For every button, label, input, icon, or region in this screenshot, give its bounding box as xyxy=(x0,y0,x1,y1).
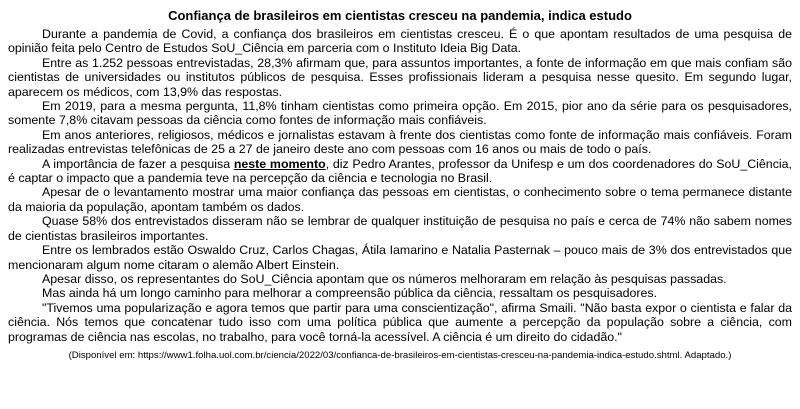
paragraph-2: Entre as 1.252 pessoas entrevistadas, 28,3% afirmam que, para assuntos importantes, a fonte de informação em que mais confiam são cientistas de universidades ou institutos públicos de pesquisa. Esses profissionais lideram a pesquisa nesse quesito. Em segundo lugar, aparecem os médicos, com 13,9% das respostas. xyxy=(8,55,792,99)
paragraph-5 xyxy=(8,157,792,186)
paragraph-11: "Tivemos uma popularização e agora temos que partir para uma conscientização", afirma Smaili. "Não basta expor o cientista e falar da ciência. Nós temos que concatenar tudo isso com uma política pública que aumente a percepção da população sobre a ciência, com programas de ciência nas escolas, no trabalho, para você torná-la acessível. A ciência é um direito do cidadão." xyxy=(8,300,792,344)
paragraph-4: Em anos anteriores, religiosos, médicos e jornalistas estavam à frente dos cientistas como fonte de informação mais confiáveis. Foram realizadas entrevistas telefônicas de 25 a 27 de janeiro deste ano com pessoas com 16 anos ou mais de todo o país. xyxy=(8,127,792,157)
paragraph-6: Apesar de o levantamento mostrar uma maior confiança das pessoas em cientistas, o conhecimento sobre o tema permanece distante da maioria da população, apontam também os dados. xyxy=(8,185,792,214)
paragraph-8: Entre os lembrados estão Oswaldo Cruz, Carlos Chagas, Átila Iamarino e Natalia Pasternak – pouco mais de 3% dos entrevistados que mencionaram algum nome citaram o alemão Albert Einstein. xyxy=(8,243,792,272)
paragraph-7: Quase 58% dos entrevistados disseram não se lembrar de qualquer instituição de pesquisa no país e cerca de 74% não sabem nomes de cientistas brasileiros importantes. xyxy=(8,214,792,243)
paragraph-9: Apesar disso, os representantes do SoU_Ciência apontam que os números melhoraram em relação às pesquisas passadas. xyxy=(42,271,727,286)
emphasized-phrase: neste momento xyxy=(233,156,326,171)
paragraph-5-start: A importância de fazer a pesquisa xyxy=(42,156,234,171)
article-title: Confiança de brasileiros em cientistas cresceu na pandemia, indica estudo xyxy=(168,8,632,23)
paragraph-5-end: , diz Pedro Arantes, professor da Unifesp e um dos coordenadores do SoU_Ciência, é captar o impacto que a pandemia teve na percepção da ciência e tecnologia no Brasil. xyxy=(8,156,792,186)
article-body xyxy=(8,27,792,344)
paragraph-1: Durante a pandemia de Covid, a confiança dos brasileiros em cientistas cresceu. É o que apontam resultados de uma pesquisa de opinião feita pelo Centro de Estudos SoU_Ciência em parceria com o Instituto Ideia Big Data. xyxy=(8,27,792,56)
source-citation: (Disponível em: https://www1.folha.uol.com.br/ciencia/2022/03/confianca-de-brasileiros-em-cientistas-cresceu-na-pandemia-indica-estudo.shtml. Adaptado.) xyxy=(68,349,732,361)
paragraph-3: Em 2019, para a mesma pergunta, 11,8% tinham cientistas como primeira opção. Em 2015, pior ano da série para os pesquisadores, somente 7,8% citavam pessoas da ciência como fontes de informação mais confiáveis. xyxy=(8,99,792,128)
paragraph-10: Mas ainda há um longo caminho para melhorar a compreensão pública da ciência, ressaltam os pesquisadores. xyxy=(42,286,658,301)
